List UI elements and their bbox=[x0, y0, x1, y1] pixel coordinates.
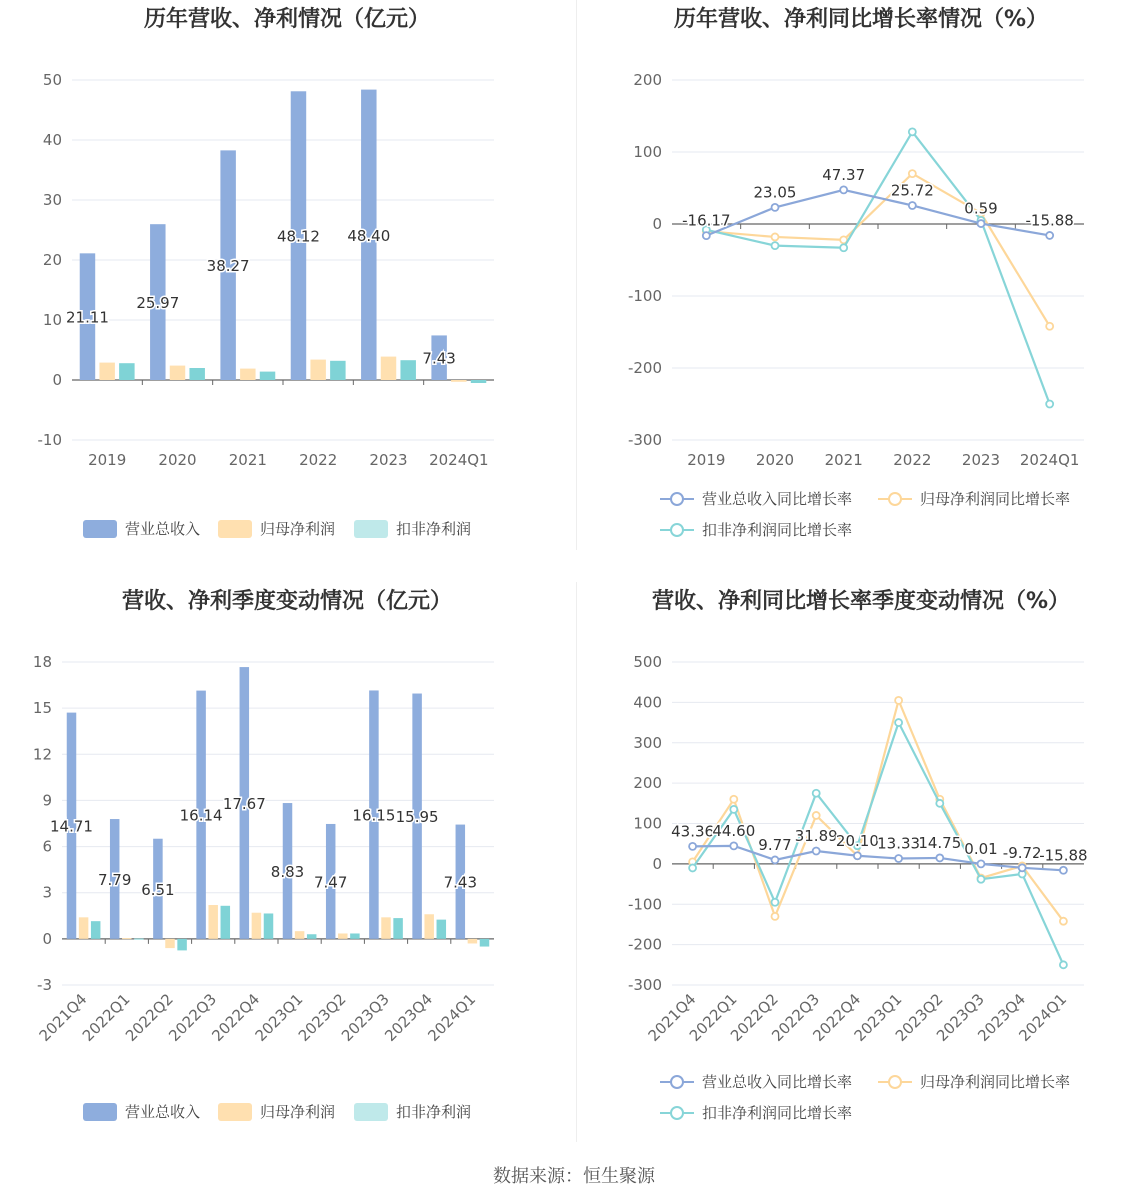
y-tick-label: -200 bbox=[627, 359, 662, 377]
y-tick-label: -300 bbox=[627, 431, 662, 449]
x-tick-label: 2022Q4 bbox=[208, 990, 264, 1045]
legend-swatch bbox=[660, 1104, 694, 1122]
x-tick-label: 2022Q1 bbox=[78, 990, 134, 1045]
legend-item-revenue[interactable] bbox=[83, 1101, 200, 1122]
data-label: -16.17 bbox=[682, 211, 731, 230]
data-label: 38.27 bbox=[206, 257, 250, 276]
legend-label: 营业总收入 bbox=[125, 520, 201, 538]
y-tick-label: 18 bbox=[32, 653, 52, 671]
y-tick-label: 0 bbox=[52, 371, 62, 389]
data-label: 48.12 bbox=[276, 227, 320, 246]
y-tick-label: 20 bbox=[42, 251, 62, 269]
data-label: 0.59 bbox=[964, 199, 998, 218]
legend-swatch bbox=[83, 1103, 117, 1121]
x-tick-label: 2022Q2 bbox=[727, 990, 782, 1045]
legend-label: 归母净利润同比增长率 bbox=[920, 1073, 1071, 1091]
legend-label: 营业总收入 bbox=[125, 1103, 201, 1121]
x-tick-label: 2023Q3 bbox=[933, 990, 988, 1045]
quarterly-growth-panel bbox=[574, 582, 1148, 1164]
y-tick-label: 15 bbox=[32, 699, 52, 718]
y-tick-label: 0 bbox=[652, 854, 662, 873]
chart-title: 历年营收、净利同比增长率情况（%） bbox=[673, 7, 1049, 32]
legend-item-parent-growth[interactable] bbox=[878, 488, 1070, 509]
y-tick-label: -100 bbox=[627, 895, 662, 914]
legend-swatch bbox=[354, 520, 388, 538]
data-label: 7.43 bbox=[443, 873, 478, 892]
data-label: 8.83 bbox=[270, 862, 305, 881]
y-tick-label: 500 bbox=[633, 653, 662, 671]
legend-item-parent-profit[interactable] bbox=[218, 518, 335, 539]
x-tick-label: 2023Q2 bbox=[891, 990, 947, 1045]
data-label: 17.67 bbox=[222, 794, 266, 813]
x-tick-label: 2022Q1 bbox=[685, 990, 741, 1045]
data-label: 23.05 bbox=[753, 183, 797, 202]
data-label: 14.75 bbox=[918, 833, 962, 852]
legend-swatch bbox=[218, 1103, 252, 1121]
y-tick-label: 200 bbox=[633, 71, 662, 89]
legend-item-deducted-growth[interactable] bbox=[660, 519, 852, 540]
legend-item-parent-growth[interactable] bbox=[878, 1071, 1070, 1092]
x-tick-label: 2022Q3 bbox=[165, 990, 221, 1045]
y-tick-label: -3 bbox=[37, 976, 52, 994]
legend bbox=[0, 0, 574, 582]
legend-label: 扣非净利润同比增长率 bbox=[702, 1104, 853, 1122]
legend-swatch bbox=[878, 490, 912, 508]
x-tick-label: 2023Q1 bbox=[850, 990, 906, 1045]
y-tick-label: 100 bbox=[633, 814, 662, 833]
data-label: 0.01 bbox=[964, 839, 998, 858]
x-tick-label: 2022 bbox=[299, 451, 338, 469]
legend-label: 扣非净利润同比增长率 bbox=[702, 521, 853, 539]
y-tick-label: 100 bbox=[633, 143, 662, 161]
x-tick-label: 2020 bbox=[755, 451, 795, 469]
y-tick-label: 0 bbox=[42, 929, 52, 948]
x-tick-label: 2021 bbox=[824, 451, 863, 469]
data-label: 7.47 bbox=[314, 873, 348, 892]
y-tick-label: 400 bbox=[633, 693, 662, 712]
x-tick-label: 2024Q1 bbox=[1019, 451, 1080, 469]
data-label: 15.95 bbox=[395, 808, 439, 827]
legend-swatch bbox=[878, 1073, 912, 1091]
legend-swatch bbox=[218, 520, 252, 538]
y-tick-label: 10 bbox=[42, 311, 62, 329]
data-label: 13.33 bbox=[877, 834, 921, 853]
x-tick-label: 2019 bbox=[88, 451, 127, 469]
data-label: 9.77 bbox=[758, 835, 792, 854]
annual-growth-panel bbox=[574, 0, 1148, 582]
legend-item-revenue[interactable] bbox=[83, 518, 200, 539]
data-label: 48.40 bbox=[347, 226, 391, 245]
data-label: 31.89 bbox=[794, 826, 838, 845]
x-tick-label: 2022Q2 bbox=[122, 990, 177, 1045]
data-label: -9.72 bbox=[1002, 843, 1042, 862]
x-tick-label: 2021Q4 bbox=[35, 990, 91, 1045]
x-tick-label: 2022Q3 bbox=[768, 990, 824, 1045]
y-tick-label: 6 bbox=[42, 837, 52, 856]
y-tick-label: 200 bbox=[633, 774, 662, 793]
data-label: -15.88 bbox=[1039, 846, 1088, 865]
x-tick-label: 2023Q1 bbox=[251, 990, 307, 1045]
legend-label: 扣非净利润 bbox=[396, 520, 472, 538]
legend-label: 归母净利润 bbox=[260, 520, 336, 538]
data-label: 25.72 bbox=[890, 181, 934, 200]
legend-item-deducted-growth[interactable] bbox=[660, 1102, 852, 1123]
legend-swatch bbox=[660, 490, 694, 508]
x-tick-label: 2023Q4 bbox=[974, 990, 1030, 1045]
data-label: 7.79 bbox=[98, 870, 132, 889]
legend-swatch bbox=[83, 520, 117, 538]
x-tick-label: 2021 bbox=[228, 451, 267, 469]
data-label: 21.11 bbox=[65, 308, 109, 327]
x-tick-label: 2023Q3 bbox=[338, 990, 393, 1045]
legend-item-revenue-growth[interactable] bbox=[660, 488, 852, 509]
legend-swatch bbox=[354, 1103, 388, 1121]
legend-label: 营业总收入同比增长率 bbox=[702, 490, 853, 508]
data-label: 14.71 bbox=[50, 817, 93, 836]
chart-title: 营收、净利季度变动情况（亿元） bbox=[121, 589, 452, 614]
data-label: 6.51 bbox=[141, 880, 175, 899]
y-tick-label: 12 bbox=[32, 745, 52, 764]
x-tick-label: 2024Q1 bbox=[429, 451, 489, 469]
x-tick-label: 2023Q4 bbox=[381, 990, 437, 1045]
x-tick-label: 2022 bbox=[893, 451, 932, 469]
data-label: 16.15 bbox=[352, 806, 396, 825]
legend bbox=[0, 582, 574, 1164]
y-tick-label: -100 bbox=[627, 287, 662, 305]
y-tick-label: 3 bbox=[42, 883, 52, 902]
data-label: 16.14 bbox=[179, 806, 223, 825]
x-tick-label: 2022Q4 bbox=[809, 990, 865, 1045]
data-label: 47.37 bbox=[822, 165, 866, 184]
y-tick-label: 9 bbox=[42, 791, 52, 810]
chart-title: 营收、净利同比增长率季度变动情况（%） bbox=[651, 589, 1071, 614]
x-tick-label: 2024Q1 bbox=[424, 990, 480, 1045]
x-tick-label: 2020 bbox=[158, 451, 197, 469]
y-tick-label: 30 bbox=[42, 191, 62, 209]
y-tick-label: 300 bbox=[633, 733, 662, 752]
legend-label: 归母净利润同比增长率 bbox=[920, 490, 1071, 508]
x-tick-label: 2023 bbox=[369, 451, 408, 469]
legend-item-parent-profit[interactable] bbox=[218, 1101, 335, 1122]
x-tick-label: 2023Q2 bbox=[294, 990, 350, 1045]
data-label: 20.10 bbox=[835, 831, 879, 850]
y-tick-label: 40 bbox=[42, 131, 62, 149]
y-tick-label: -300 bbox=[627, 976, 662, 994]
chart-title: 历年营收、净利情况（亿元） bbox=[143, 7, 430, 32]
data-label: -15.88 bbox=[1025, 211, 1074, 230]
legend-swatch bbox=[660, 521, 694, 539]
legend-item-deducted-profit[interactable] bbox=[354, 1101, 471, 1122]
annual-amount-panel bbox=[0, 0, 574, 582]
legend-label: 营业总收入同比增长率 bbox=[702, 1073, 853, 1091]
legend-item-revenue-growth[interactable] bbox=[660, 1071, 852, 1092]
legend-label: 归母净利润 bbox=[260, 1103, 336, 1121]
legend-item-deducted-profit[interactable] bbox=[354, 518, 471, 539]
x-tick-label: 2023 bbox=[961, 451, 1001, 469]
data-source-note: 数据来源：恒生聚源 bbox=[493, 1166, 655, 1187]
data-label: 7.43 bbox=[422, 349, 456, 368]
legend bbox=[574, 582, 1148, 1164]
y-tick-label: 50 bbox=[42, 71, 62, 89]
data-label: 44.60 bbox=[712, 821, 756, 840]
y-tick-label: -200 bbox=[627, 935, 662, 954]
x-tick-label: 2021Q4 bbox=[644, 990, 700, 1045]
data-label: 25.97 bbox=[136, 294, 180, 313]
x-tick-label: 2024Q1 bbox=[1015, 990, 1071, 1045]
legend bbox=[574, 0, 1148, 582]
x-tick-label: 2019 bbox=[687, 451, 726, 469]
data-label: 43.36 bbox=[671, 822, 715, 841]
legend-label: 扣非净利润 bbox=[396, 1103, 472, 1121]
legend-swatch bbox=[660, 1073, 694, 1091]
y-tick-label: 0 bbox=[652, 215, 662, 233]
y-tick-label: -10 bbox=[37, 431, 62, 449]
quarterly-amount-panel bbox=[0, 582, 574, 1164]
